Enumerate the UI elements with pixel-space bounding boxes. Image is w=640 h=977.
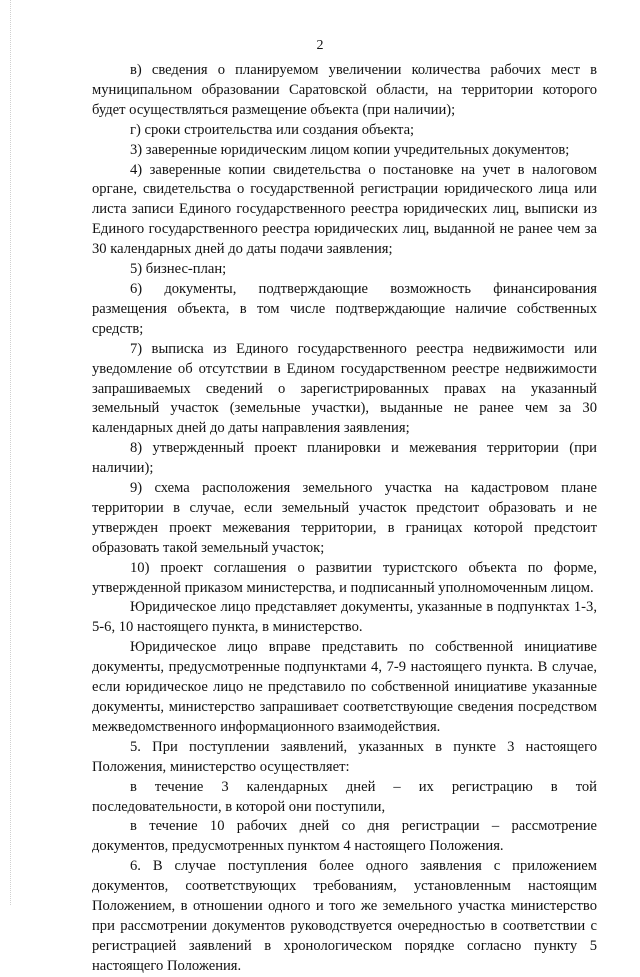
paragraph: в течение 3 календарных дней – их регистрацию в той последовательности, в которой они поступили, (92, 778, 597, 815)
paragraph: 6) документы, подтверждающие возможность финансирования размещения объекта, в том числе подтверждающие наличие собственных средств; (92, 280, 597, 337)
paragraph: 7) выписка из Единого государственного реестра недвижимости или уведомление об отсутствии в Едином государственном реестре недвижимости запрашиваемых сведений о зарегистрированных правах на указанный земельный участок (земельные участки), выданные не ранее чем за 30 календарных дней до даты направления заявления; (92, 340, 597, 437)
scan-edge-line (10, 0, 11, 905)
paragraph: 6. В случае поступления более одного заявления с приложением документов, соответствующих требованиям, установленным настоящим Положением, в отношении одного и того же земельного участка министерство при рассмотрении документов руководствуется очередностью в соответствии с регистрацией заявлений в хронологическом порядке согласно пункту 5 настоящего Положения. (92, 858, 597, 974)
paragraph: в течение 10 рабочих дней со дня регистрации – рассмотрение документов, предусмотренных пунктом 4 настоящего Положения. (92, 818, 597, 855)
paragraph: 4) заверенные копии свидетельства о постановке на учет в налоговом органе, свидетельства о государственной регистрации юридического лица или листа записи Единого государственного реестра юридических лиц, выписки из Единого государственного реестра юридических лиц, выданной не ранее чем за 30 календарных дней до даты подачи заявления; (92, 161, 597, 258)
paragraph: 9) схема расположения земельного участка на кадастровом плане территории в случае, если земельный участок предстоит образовать и не утвержден проект межевания территории, в границах которой предстоит образовать такой земельный участок; (92, 480, 597, 556)
paragraph: 8) утвержденный проект планировки и межевания территории (при наличии); (92, 440, 597, 477)
paragraph: г) сроки строительства или создания объекта; (130, 121, 415, 138)
paragraph: Юридическое лицо вправе представить по собственной инициативе документы, предусмотренные подпунктами 4, 7-9 настоящего пункта. В случае, если юридическое лицо не представило по собственной инициативе указанные документы, министерство запрашивает соответствующие сведения посредством межведомственного информационного взаимодействия. (92, 639, 597, 735)
page-number: 2 (316, 38, 324, 53)
paragraph: 5. При поступлении заявлений, указанных в пункте 3 настоящего Положения, министерство осуществляет: (92, 738, 597, 775)
paragraph: Юридическое лицо представляет документы, указанные в подпунктах 1-3, 5-6, 10 настоящего пункта, в министерство. (92, 599, 597, 636)
paragraph: 10) проект соглашения о развитии туристского объекта по форме, утвержденной приказом министерства, и подписанный уполномоченным лицом. (92, 559, 597, 596)
paragraph: в) сведения о планируемом увеличении количества рабочих мест в муниципальном образовании Саратовской области, на территории которого будет осуществляться размещение объекта (при наличии); (92, 62, 597, 118)
paragraph: 3) заверенные юридическим лицом копии учредительных документов; (130, 141, 570, 158)
document-body (92, 61, 597, 977)
paragraph: 5) бизнес-план; (130, 261, 227, 278)
